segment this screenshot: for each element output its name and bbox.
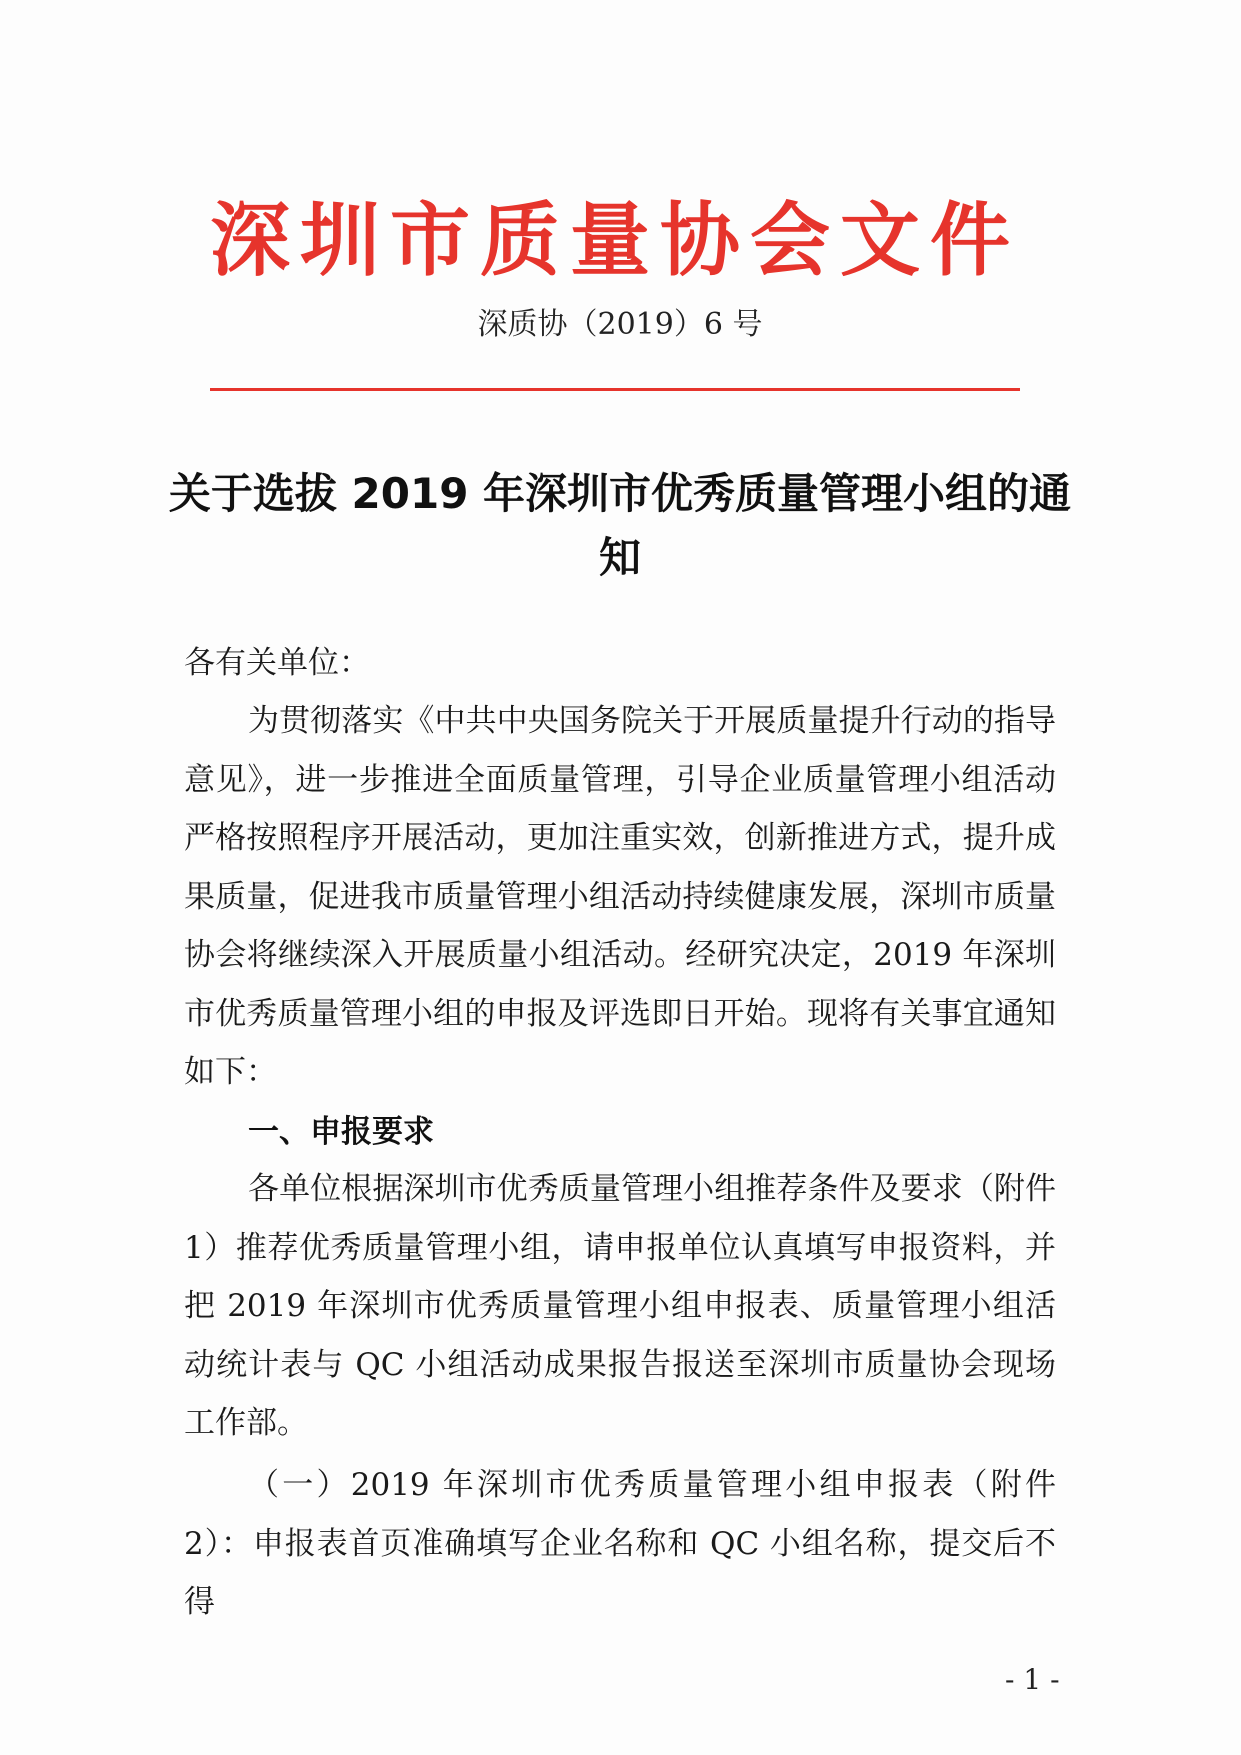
paragraph-application-form: （一）2019 年深圳市优秀质量管理小组申报表（附件 2）：申报表首页准确填写企业名称和 QC 小组名称，提交后不得 [184, 1467, 1056, 1620]
paragraph-intro: 为贯彻落实《中共中央国务院关于开展质量提升行动的指导意见》，进一步推进全面质量管理，引导企业质量管理小组活动严格按照程序开展活动，更加注重实效，创新推进方式，提升成果质量，促进我市质量管理小组活动持续健康发展，深圳市质量协会将继续深入开展质量小组活动。经研究决定，2019 年深圳市优秀质量管理小组的申报及评选即日开始。现将有关事宜通知如下： [184, 703, 1056, 1090]
section-heading-requirements: 一、申报要求 [248, 1114, 434, 1150]
notice-title: 关于选拔 2019 年深圳市优秀质量管理小组的通知 [168, 469, 1072, 582]
page-number: - 1 - [1005, 1663, 1060, 1696]
paragraph-requirements: 各单位根据深圳市优秀质量管理小组推荐条件及要求（附件 1）推荐优秀质量管理小组，请申报单位认真填写申报资料，并把 2019 年深圳市优秀质量管理小组申报表、质量管理小组活动统计表与 QC 小组活动成果报告报送至深圳市质量协会现场工作部。 [184, 1171, 1056, 1441]
document-number: 深质协（2019）6 号 [477, 307, 763, 342]
issuer-header-title: 深圳市质量协会文件 [210, 193, 1020, 287]
salutation: 各有关单位： [184, 645, 370, 681]
header-divider [210, 388, 1020, 391]
